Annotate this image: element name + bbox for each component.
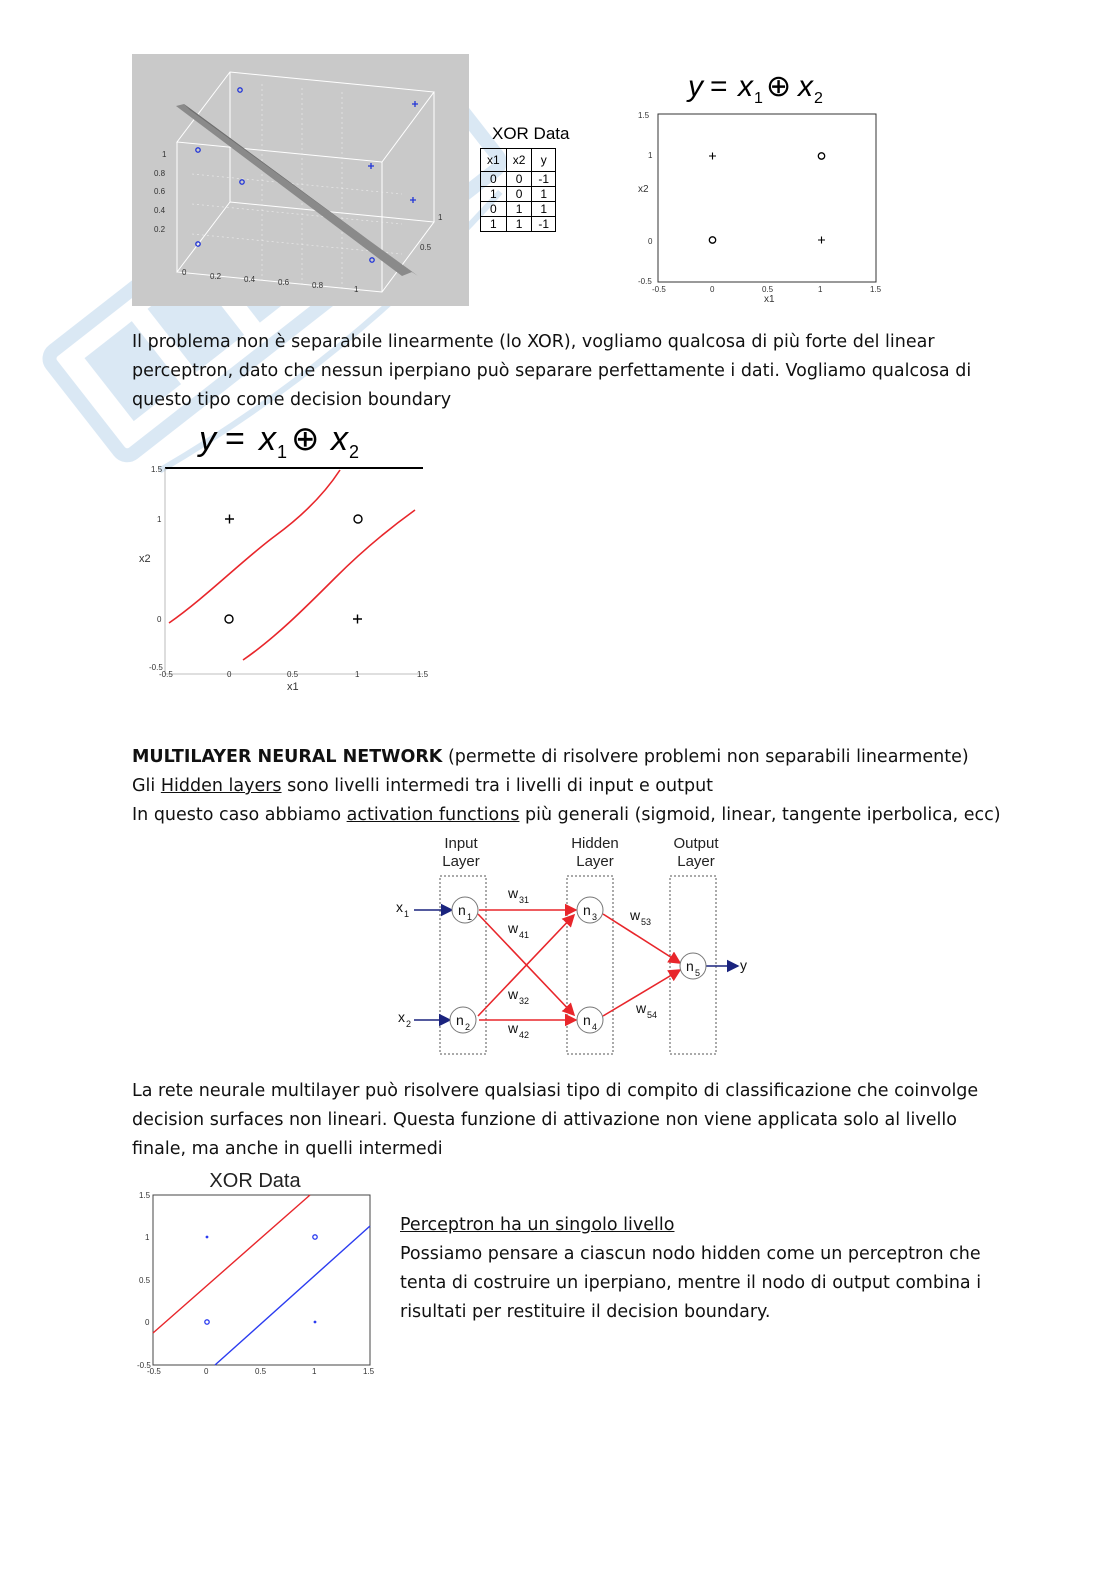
input-layer-label: Input — [444, 835, 478, 852]
svg-text:n: n — [458, 902, 466, 918]
weight-label: w — [508, 920, 519, 936]
svg-text:41: 41 — [519, 930, 530, 940]
svg-text:⊕: ⊕ — [766, 70, 792, 103]
activation-functions-link: activation functions — [346, 805, 520, 825]
xor-table-title: XOR Data — [492, 124, 570, 143]
weight-label: w — [630, 907, 641, 923]
marker-plus — [225, 515, 234, 524]
tick-label: 1 — [354, 285, 359, 294]
equation — [197, 420, 359, 462]
decision-boundary-plot — [135, 418, 435, 703]
y-tick-label: 1.5 — [151, 465, 163, 474]
svg-text:=: = — [225, 420, 245, 458]
svg-text:42: 42 — [519, 1030, 530, 1040]
y-tick-label: 0 — [145, 1318, 150, 1327]
svg-text:32: 32 — [519, 996, 530, 1006]
svg-text:3: 3 — [592, 912, 598, 922]
y-tick-label: 1.5 — [638, 111, 650, 120]
svg-text:y: y — [199, 420, 216, 458]
svg-text:53: 53 — [641, 917, 652, 927]
neural-network-diagram — [390, 832, 770, 1062]
xor-table — [480, 148, 556, 232]
tick-label: 0.6 — [278, 278, 290, 287]
input-x1: x — [396, 899, 403, 915]
hidden-layers-link: Hidden layers — [160, 776, 282, 796]
svg-text:5: 5 — [695, 968, 701, 978]
point-marker — [314, 1321, 317, 1324]
paragraph-multilayer: La rete neurale multilayer può risolvere qualsiasi tipo di compito di classificazione che coinvolge decision surfaces non lineari. Questa funzione di attivazione non viene applicata solo al livello finale, ma anche in quelli intermedi — [132, 1081, 979, 1159]
tick-label: 0.2 — [154, 225, 166, 234]
svg-text:2: 2 — [349, 442, 360, 462]
svg-text:31: 31 — [519, 895, 530, 905]
svg-text:1: 1 — [277, 442, 288, 462]
x-tick-label: 0 — [710, 285, 715, 294]
svg-text:n: n — [583, 1012, 591, 1028]
svg-text:x: x — [798, 70, 813, 103]
y-tick-label: 1 — [145, 1233, 150, 1242]
x-tick-label: 1 — [818, 285, 823, 294]
tick-label: 1 — [438, 213, 443, 222]
svg-text:Layer: Layer — [677, 853, 715, 870]
x-tick-label: 1 — [355, 670, 360, 679]
perceptron-section: Perceptron ha un singolo livello Possiamo pensare a ciascun nodo hidden come un perceptron che tenta di costruire un iperpiano, mentre il nodo di output combina i risultati per restituire il decision boundary. — [400, 1215, 982, 1322]
svg-text:Layer: Layer — [576, 853, 614, 870]
svg-text:2: 2 — [406, 1019, 412, 1029]
y-tick-label: 0 — [648, 237, 653, 246]
table-row: 0 1 1 — [481, 202, 556, 217]
svg-text:1: 1 — [467, 912, 473, 922]
svg-text:y: y — [688, 70, 703, 103]
y-axis-label: x2 — [638, 184, 649, 195]
x-tick-label: 0.5 — [255, 1367, 267, 1376]
marker-circle — [225, 615, 233, 623]
x-tick-label: 1.5 — [417, 670, 429, 679]
x-tick-label: -0.5 — [652, 285, 666, 294]
tick-label: 0 — [182, 268, 187, 277]
svg-text:1: 1 — [404, 909, 410, 919]
svg-text:1: 1 — [754, 90, 763, 107]
table-row: 1 1 -1 — [481, 217, 556, 232]
y-tick-label: 0.5 — [139, 1276, 151, 1285]
x-tick-label: -0.5 — [147, 1367, 161, 1376]
input-x2: x — [398, 1009, 405, 1025]
y-tick-label: -0.5 — [638, 277, 652, 286]
x-tick-label: 0 — [227, 670, 232, 679]
multilayer-section: MULTILAYER NEURAL NETWORK (permette di risolvere problemi non separabili linearmente) Gli Hidden layers sono livelli intermedi tra i livelli di input e output In questo caso abbiamo activation functions più generali (sigmoid, linear, tangente iperbolica, ecc) — [132, 747, 1001, 825]
svg-text:n: n — [686, 958, 694, 974]
svg-text:n: n — [456, 1012, 464, 1028]
paragraph-xor-problem: Il problema non è separabile linearmente (lo XOR), vogliamo qualcosa di più forte del linear perceptron, dato che nessun iperpiano può separare perfettamente i dati. Vogliamo qualcosa di questo tipo come decision boundary — [132, 332, 972, 410]
weight-label: w — [508, 885, 519, 901]
boundary-line-upper — [169, 470, 340, 623]
tick-label: 0.8 — [154, 169, 166, 178]
xor-two-lines-plot — [135, 1165, 380, 1380]
x-tick-label: 1 — [312, 1367, 317, 1376]
xor-header-x1: x1 — [481, 149, 507, 172]
y-tick-label: 1 — [648, 151, 653, 160]
perceptron-heading: Perceptron ha un singolo livello — [400, 1215, 675, 1235]
xor-header-y: y — [532, 149, 556, 172]
marker-circle — [354, 515, 362, 523]
output-y: y — [740, 957, 747, 973]
svg-text:x: x — [738, 70, 753, 103]
y-tick-label: 0 — [157, 615, 162, 624]
y-tick-label: 1 — [157, 515, 162, 524]
y-axis-label: x2 — [139, 553, 151, 565]
hidden-layer-label: Hidden — [571, 835, 619, 852]
tick-label: 1 — [162, 150, 167, 159]
svg-text:x: x — [259, 420, 276, 458]
x-axis-label: x1 — [764, 294, 775, 305]
xor-scatter-plot — [630, 66, 890, 311]
point-marker — [206, 1236, 209, 1239]
table-row: 1 0 1 — [481, 187, 556, 202]
output-layer-label: Output — [673, 835, 719, 852]
x-tick-label: -0.5 — [159, 670, 173, 679]
svg-text:2: 2 — [814, 90, 823, 107]
tick-label: 0.4 — [244, 275, 256, 284]
tick-label: 0.2 — [210, 272, 222, 281]
weight-label: w — [636, 1000, 647, 1016]
y-tick-label: 1.5 — [139, 1191, 151, 1200]
svg-text:x: x — [331, 420, 348, 458]
table-row: 0 0 -1 — [481, 172, 556, 187]
tick-label: 0.6 — [154, 187, 166, 196]
tick-label: 0.4 — [154, 206, 166, 215]
equation — [686, 70, 823, 107]
svg-text:2: 2 — [465, 1022, 471, 1032]
x-tick-label: 0 — [204, 1367, 209, 1376]
svg-text:=: = — [710, 70, 728, 103]
tick-label: 0.5 — [420, 243, 432, 252]
svg-text:Layer: Layer — [442, 853, 480, 870]
x-axis-label: x1 — [287, 681, 299, 693]
x-tick-label: 0.5 — [762, 285, 774, 294]
marker-plus — [353, 615, 362, 624]
boundary-line-lower — [243, 510, 415, 660]
section-heading: MULTILAYER NEURAL NETWORK — [132, 747, 443, 767]
svg-text:n: n — [583, 902, 591, 918]
x-tick-label: 1.5 — [870, 285, 882, 294]
svg-text:⊕: ⊕ — [291, 420, 320, 458]
tick-label: 0.8 — [312, 281, 324, 290]
plot-title: XOR Data — [209, 1170, 301, 1192]
xor-header-x2: x2 — [506, 149, 532, 172]
weight-label: w — [508, 1020, 519, 1036]
x-tick-label: 0.5 — [287, 670, 299, 679]
svg-text:4: 4 — [592, 1022, 598, 1032]
y-tick-label: -0.5 — [149, 663, 163, 672]
xor-3d-plot — [132, 54, 469, 306]
x-tick-label: 1.5 — [363, 1367, 375, 1376]
y-tick-label: -0.5 — [137, 1361, 151, 1370]
svg-text:54: 54 — [647, 1010, 658, 1020]
weight-label: w — [508, 986, 519, 1002]
